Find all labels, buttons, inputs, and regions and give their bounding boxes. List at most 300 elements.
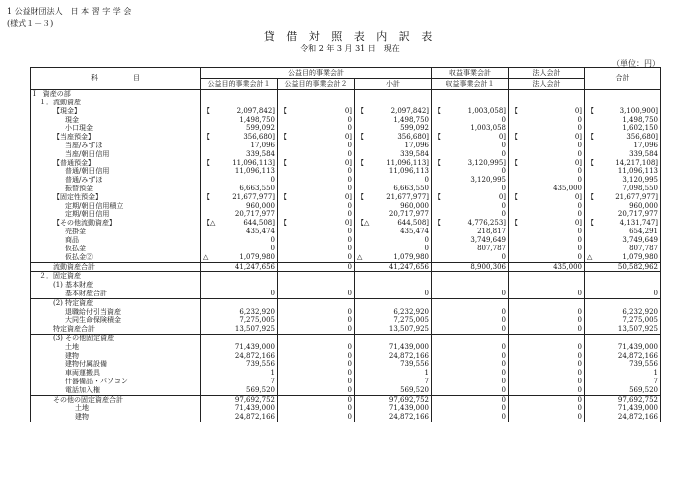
amount: 21,677,977] bbox=[615, 193, 659, 201]
cell-value bbox=[278, 150, 355, 159]
cell-value bbox=[432, 90, 509, 99]
cell-value bbox=[432, 133, 509, 142]
amount: 0 bbox=[270, 236, 275, 244]
amount: 0 bbox=[577, 244, 583, 253]
balance-sheet-table bbox=[30, 67, 661, 422]
amount: 3,100,900] bbox=[619, 107, 659, 115]
cell-value bbox=[278, 316, 355, 325]
cell-value bbox=[432, 253, 509, 262]
table-row bbox=[31, 219, 661, 228]
bracket-mark: 【 bbox=[357, 158, 364, 167]
amount: 0 bbox=[501, 343, 507, 352]
cell-value bbox=[509, 316, 585, 325]
cell-value bbox=[585, 378, 661, 387]
amount: 0] bbox=[574, 158, 583, 167]
cell-value bbox=[509, 219, 585, 228]
cell-value bbox=[432, 360, 509, 369]
cell-value bbox=[278, 378, 355, 387]
row-label: 商品 bbox=[31, 236, 201, 245]
cell-value bbox=[278, 352, 355, 361]
row-label: 小口現金 bbox=[31, 124, 201, 133]
table-row bbox=[31, 107, 661, 116]
table-row bbox=[31, 202, 661, 211]
cell-value bbox=[278, 404, 355, 413]
cell-value bbox=[432, 236, 509, 245]
cell-value bbox=[585, 404, 661, 413]
cell-value bbox=[509, 107, 585, 116]
amount: 0] bbox=[574, 218, 583, 227]
cell-value bbox=[201, 185, 278, 194]
amount: 0 bbox=[577, 167, 583, 176]
bracket-mark: 【 bbox=[203, 193, 210, 201]
amount: 3,749,649 bbox=[622, 236, 659, 244]
cell-value bbox=[355, 185, 432, 194]
amount: 71,439,000 bbox=[234, 343, 275, 352]
table-row bbox=[31, 90, 661, 99]
amount: 0 bbox=[347, 124, 352, 133]
cell-value bbox=[278, 325, 355, 334]
table-row bbox=[31, 133, 661, 142]
cell-value bbox=[509, 378, 585, 387]
cell-value bbox=[585, 219, 661, 228]
amount: 17,096 bbox=[250, 141, 275, 150]
cell-value bbox=[509, 159, 585, 168]
cell-value bbox=[355, 176, 432, 185]
amount: 0 bbox=[577, 227, 583, 236]
cell-value bbox=[585, 228, 661, 237]
row-label: 定期/朝日信用積立 bbox=[31, 202, 201, 211]
cell-value bbox=[355, 116, 432, 125]
cell-value bbox=[509, 150, 585, 159]
amount: 339,584 bbox=[629, 150, 659, 158]
cell-value bbox=[432, 262, 509, 272]
cell-value bbox=[432, 124, 509, 133]
amount: 0] bbox=[344, 107, 352, 115]
cell-value bbox=[355, 210, 432, 219]
table-row bbox=[31, 395, 661, 404]
cell-value bbox=[585, 395, 661, 404]
cell-value bbox=[585, 124, 661, 133]
amount: 739,556 bbox=[246, 360, 275, 369]
cell-value bbox=[585, 343, 661, 352]
amount: 6,663,550 bbox=[393, 184, 430, 193]
cell-value bbox=[355, 404, 432, 413]
amount: 41,247,656 bbox=[234, 262, 275, 271]
cell-value bbox=[585, 107, 661, 116]
bracket-mark: 【 bbox=[203, 158, 210, 167]
amount: 0 bbox=[501, 150, 507, 158]
table-row bbox=[31, 325, 661, 334]
cell-value bbox=[201, 219, 278, 228]
amount: 0 bbox=[577, 210, 583, 219]
cell-value bbox=[355, 325, 432, 334]
cell-value bbox=[355, 124, 432, 133]
amount: 0 bbox=[347, 369, 352, 377]
row-label: 特定資産合計 bbox=[31, 325, 201, 334]
cell-value bbox=[278, 413, 355, 422]
amount: 1,602,150 bbox=[622, 124, 659, 133]
cell-value bbox=[585, 413, 661, 422]
cell-value bbox=[585, 386, 661, 395]
row-label: 建物 bbox=[31, 352, 201, 361]
cell-value bbox=[355, 142, 432, 151]
table-row bbox=[31, 316, 661, 325]
amount: 569,520 bbox=[246, 386, 275, 394]
amount: 1,079,980 bbox=[622, 253, 659, 262]
cell-value bbox=[509, 236, 585, 245]
cell-value bbox=[278, 202, 355, 211]
cell-value bbox=[278, 142, 355, 151]
cell-value bbox=[355, 386, 432, 395]
amount: 0 bbox=[501, 386, 507, 394]
cell-value bbox=[509, 325, 585, 334]
bracket-mark: 【 bbox=[587, 107, 595, 115]
cell-value bbox=[278, 245, 355, 254]
table-row bbox=[31, 124, 661, 133]
cell-value bbox=[509, 245, 585, 254]
cell-value bbox=[278, 308, 355, 317]
amount: 17,096 bbox=[404, 141, 430, 150]
bracket-mark: 【 bbox=[434, 107, 442, 115]
amount: 0 bbox=[347, 175, 352, 184]
amount: 0 bbox=[577, 150, 583, 158]
amount: 0 bbox=[577, 325, 583, 333]
cell-value bbox=[355, 272, 432, 281]
table-row bbox=[31, 185, 661, 194]
cell-value bbox=[201, 343, 278, 352]
amount: 599,092 bbox=[246, 124, 275, 133]
row-label: 現金 bbox=[31, 116, 201, 125]
cell-value bbox=[509, 185, 585, 194]
cell-value bbox=[201, 176, 278, 185]
cell-value bbox=[355, 99, 432, 108]
cell-value bbox=[201, 90, 278, 99]
amount: 7,275,005 bbox=[622, 316, 659, 325]
cell-value bbox=[509, 413, 585, 422]
amount: 0 bbox=[501, 253, 507, 262]
amount: 50,582,962 bbox=[617, 262, 659, 271]
cell-value bbox=[509, 99, 585, 108]
amount: 0 bbox=[501, 210, 507, 219]
bracket-mark: 【 bbox=[587, 158, 595, 167]
amount: 20,717,977 bbox=[617, 210, 659, 219]
amount: 0 bbox=[577, 289, 583, 298]
row-label: 電話加入権 bbox=[31, 386, 201, 395]
cell-value bbox=[432, 352, 509, 361]
cell-value bbox=[585, 316, 661, 325]
cell-value bbox=[201, 316, 278, 325]
row-label: 車両運搬具 bbox=[31, 369, 201, 378]
cell-value bbox=[585, 159, 661, 168]
cell-value bbox=[201, 378, 278, 387]
amount: 21,677,977] bbox=[386, 193, 430, 201]
cell-value bbox=[432, 404, 509, 413]
cell-value bbox=[201, 325, 278, 334]
bracket-mark: 【 bbox=[280, 218, 287, 227]
amount: 356,680] bbox=[397, 132, 430, 141]
amount: 0 bbox=[577, 141, 583, 150]
amount: 21,677,977] bbox=[232, 193, 275, 201]
amount: 0 bbox=[501, 351, 507, 360]
cell-value bbox=[509, 253, 585, 262]
amount: 0 bbox=[347, 262, 352, 271]
amount: 2,097,842] bbox=[236, 107, 275, 115]
report-date: 令和 2 年 3 月 31 日 現在 bbox=[300, 44, 400, 53]
cell-value bbox=[509, 133, 585, 142]
cell-value bbox=[585, 281, 661, 290]
row-label: 定期/朝日信用 bbox=[31, 210, 201, 219]
amount: 0 bbox=[501, 377, 507, 386]
cell-value bbox=[432, 325, 509, 334]
cell-value bbox=[201, 404, 278, 413]
cell-value bbox=[355, 253, 432, 262]
bracket-mark: 【 bbox=[280, 107, 287, 115]
amount: 24,872,166 bbox=[617, 351, 659, 360]
cell-value bbox=[509, 343, 585, 352]
profit-group-header: 収益事業会計 bbox=[432, 68, 509, 79]
col-subtotal: 小計 bbox=[355, 79, 432, 90]
amount: 1,079,980 bbox=[239, 253, 275, 262]
cell-value bbox=[278, 360, 355, 369]
cell-value bbox=[432, 395, 509, 404]
amount: 6,232,920 bbox=[393, 307, 430, 316]
cell-value bbox=[201, 386, 278, 395]
cell-value bbox=[278, 159, 355, 168]
cell-value bbox=[432, 369, 509, 378]
bracket-mark: 【△ bbox=[357, 218, 370, 227]
cell-value bbox=[509, 272, 585, 281]
amount: 1,003,058] bbox=[467, 107, 507, 115]
cell-value bbox=[355, 262, 432, 272]
amount: 6,232,920 bbox=[239, 307, 275, 316]
row-label: 普通/朝日信用 bbox=[31, 167, 201, 176]
cell-value bbox=[432, 210, 509, 219]
amount: 7 bbox=[653, 377, 659, 386]
corp-group-header: 法人会計 bbox=[509, 68, 585, 79]
cell-value bbox=[585, 299, 661, 308]
cell-value bbox=[201, 210, 278, 219]
bracket-mark: 【 bbox=[280, 193, 287, 201]
total-header: 合計 bbox=[585, 68, 661, 90]
amount: 0 bbox=[347, 412, 352, 421]
cell-value bbox=[201, 159, 278, 168]
amount: 0 bbox=[577, 253, 583, 262]
cell-value bbox=[278, 369, 355, 378]
table-row bbox=[31, 210, 661, 219]
cell-value bbox=[355, 167, 432, 176]
row-label: Ⅰ 資産の部 bbox=[31, 90, 201, 99]
amount: 0 bbox=[347, 386, 352, 394]
form-number: (様式１－３) bbox=[7, 19, 54, 28]
amount: 0 bbox=[347, 150, 352, 158]
row-label: その他の固定資産合計 bbox=[31, 395, 201, 404]
cell-value bbox=[355, 202, 432, 211]
cell-value bbox=[509, 299, 585, 308]
amount: 20,717,977 bbox=[388, 210, 430, 219]
amount: 356,680] bbox=[626, 132, 659, 141]
amount: 71,439,000 bbox=[617, 343, 659, 352]
amount: 11,096,113 bbox=[388, 167, 430, 176]
organization-name: 1 公益財団法人 日 本 習 字 学 会 bbox=[7, 7, 132, 16]
cell-value bbox=[278, 90, 355, 99]
cell-value bbox=[201, 124, 278, 133]
cell-value bbox=[278, 281, 355, 290]
cell-value bbox=[585, 308, 661, 317]
table-row bbox=[31, 413, 661, 422]
row-label: 振替預金 bbox=[31, 185, 201, 194]
cell-value bbox=[278, 253, 355, 262]
amount: 0 bbox=[424, 236, 430, 244]
col-public-1: 公益目的事業会計１ bbox=[201, 79, 278, 90]
cell-value bbox=[278, 236, 355, 245]
cell-value bbox=[278, 116, 355, 125]
bracket-mark: 【 bbox=[511, 218, 519, 227]
cell-value bbox=[585, 150, 661, 159]
cell-value bbox=[509, 167, 585, 176]
cell-value bbox=[355, 107, 432, 116]
amount: 14,217,108] bbox=[615, 158, 659, 167]
amount: 0 bbox=[577, 343, 583, 352]
amount: 807,787 bbox=[629, 244, 659, 253]
amount: 435,000 bbox=[553, 184, 583, 193]
row-label: (1) 基本財産 bbox=[31, 281, 201, 290]
bracket-mark: 【 bbox=[587, 193, 595, 201]
cell-value bbox=[432, 386, 509, 395]
bracket-mark: 【 bbox=[203, 107, 210, 115]
cell-value bbox=[585, 210, 661, 219]
cell-value bbox=[509, 124, 585, 133]
row-label: 【その他流動資産】 bbox=[31, 219, 201, 228]
amount: 20,717,977 bbox=[234, 210, 275, 219]
amount: 0 bbox=[577, 201, 583, 210]
amount: 0 bbox=[347, 395, 352, 404]
cell-value bbox=[355, 378, 432, 387]
cell-value bbox=[585, 325, 661, 334]
unit-label: （単位：円） bbox=[612, 59, 660, 68]
amount: 0 bbox=[577, 351, 583, 360]
cell-value bbox=[278, 99, 355, 108]
cell-value bbox=[278, 228, 355, 237]
cell-value bbox=[278, 210, 355, 219]
amount: 97,692,752 bbox=[388, 395, 430, 404]
cell-value bbox=[509, 386, 585, 395]
cell-value bbox=[432, 99, 509, 108]
amount: 4,776,253] bbox=[467, 218, 507, 227]
cell-value bbox=[201, 107, 278, 116]
amount: 1,498,750 bbox=[622, 115, 659, 124]
cell-value bbox=[355, 290, 432, 299]
amount: 0 bbox=[577, 124, 583, 133]
amount: 1 bbox=[653, 369, 659, 377]
amount: 71,439,000 bbox=[388, 404, 430, 413]
amount: 0] bbox=[574, 193, 583, 201]
amount: 97,692,752 bbox=[234, 395, 275, 404]
row-label: 退職給付引当資産 bbox=[31, 308, 201, 317]
bracket-mark: 【 bbox=[280, 132, 287, 141]
amount: 0 bbox=[424, 289, 430, 298]
row-label: (3) その他固定資産 bbox=[31, 334, 201, 343]
amount: 11,096,113 bbox=[617, 167, 659, 176]
amount: 0 bbox=[270, 289, 275, 298]
amount: 1,079,980 bbox=[393, 253, 430, 262]
subject-header: 科 目 bbox=[31, 68, 201, 90]
cell-value bbox=[278, 290, 355, 299]
cell-value bbox=[585, 360, 661, 369]
amount: 41,247,656 bbox=[388, 262, 430, 271]
cell-value bbox=[278, 219, 355, 228]
amount: 569,520 bbox=[629, 386, 659, 394]
cell-value bbox=[432, 159, 509, 168]
table-row bbox=[31, 167, 661, 176]
cell-value bbox=[278, 334, 355, 343]
amount: 435,000 bbox=[553, 262, 583, 271]
amount: 0 bbox=[424, 244, 430, 253]
cell-value bbox=[201, 290, 278, 299]
public-group-header: 公益目的事業会計 bbox=[201, 68, 432, 79]
cell-value bbox=[278, 386, 355, 395]
row-label: １．流動資産 bbox=[31, 99, 201, 108]
cell-value bbox=[355, 413, 432, 422]
amount: 739,556 bbox=[400, 360, 430, 369]
bracket-mark: 【 bbox=[511, 107, 519, 115]
cell-value bbox=[432, 290, 509, 299]
amount: 0 bbox=[347, 201, 352, 210]
amount: 0 bbox=[577, 316, 583, 325]
amount: 1,003,058 bbox=[470, 124, 507, 133]
cell-value bbox=[432, 413, 509, 422]
cell-value bbox=[355, 316, 432, 325]
bracket-mark: 【 bbox=[357, 132, 364, 141]
table-row bbox=[31, 193, 661, 202]
amount: 11,096,113] bbox=[232, 158, 275, 167]
cell-value bbox=[201, 272, 278, 281]
table-row bbox=[31, 99, 661, 108]
row-label: 【普通預金】 bbox=[31, 159, 201, 168]
amount: 0 bbox=[347, 244, 352, 253]
cell-value bbox=[278, 343, 355, 352]
bracket-mark: 【 bbox=[434, 132, 442, 141]
cell-value bbox=[585, 116, 661, 125]
amount: 0 bbox=[501, 289, 507, 298]
table-row bbox=[31, 290, 661, 299]
cell-value bbox=[201, 308, 278, 317]
cell-value bbox=[585, 202, 661, 211]
amount: 0 bbox=[347, 351, 352, 360]
cell-value bbox=[585, 90, 661, 99]
cell-value bbox=[355, 299, 432, 308]
cell-value bbox=[355, 334, 432, 343]
cell-value bbox=[585, 272, 661, 281]
amount: 960,000 bbox=[629, 201, 659, 210]
cell-value bbox=[432, 150, 509, 159]
cell-value bbox=[432, 176, 509, 185]
amount: 0 bbox=[501, 360, 507, 369]
table-row bbox=[31, 150, 661, 159]
cell-value bbox=[585, 185, 661, 194]
amount: 97,692,752 bbox=[617, 395, 659, 404]
amount: 356,680] bbox=[243, 132, 275, 141]
table-row bbox=[31, 308, 661, 317]
cell-value bbox=[432, 193, 509, 202]
amount: 569,520 bbox=[400, 386, 430, 394]
table-row bbox=[31, 352, 661, 361]
amount: 1,498,750 bbox=[393, 115, 430, 124]
amount: 644,508] bbox=[243, 218, 275, 227]
row-label: 流動資産合計 bbox=[31, 262, 201, 272]
cell-value bbox=[509, 262, 585, 272]
amount: 1 bbox=[270, 369, 275, 377]
amount: 0] bbox=[498, 193, 507, 201]
